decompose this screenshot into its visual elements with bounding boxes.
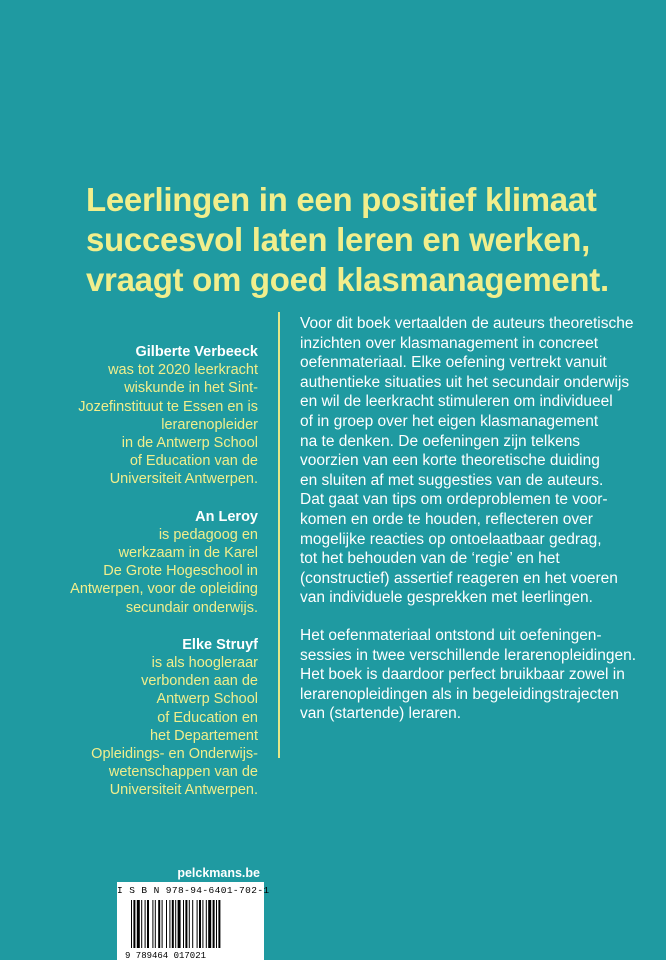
blurb-line: Voor dit boek vertaalden de auteurs theoretische: [300, 315, 634, 332]
barcode-bar: [216, 900, 217, 948]
barcode-bar: [162, 900, 163, 948]
author-bios: [8, 343, 258, 819]
blurb-line: tot het behouden van de ‘regie’ en het: [300, 550, 560, 568]
barcode-bar: [166, 900, 167, 948]
blurb-line: van (startende) leraren.: [300, 705, 462, 723]
blurb-line: komen en orde te houden, reflecteren over: [300, 510, 593, 528]
blurb-line: oefenmateriaal. Elke oefening vertrekt vanuit: [300, 354, 607, 372]
bio-line: wetenschappen van de: [108, 764, 258, 781]
blurb-line: sessies in twee verschillende lerarenopleidingen.: [300, 646, 637, 664]
blurb-text: [300, 314, 650, 742]
bio-line: wiskunde in het Sint-: [124, 380, 258, 397]
blurb-line: (constructief) assertief reageren en het voeren: [300, 569, 618, 587]
barcode-bar: [185, 900, 187, 948]
bio-line: is pedagoog en: [158, 526, 258, 543]
blurb-line: inzichten over klasmanagement in concreet: [300, 334, 599, 352]
barcode-bar: [145, 900, 146, 948]
bio-line: Antwerpen, voor de opleiding: [70, 581, 258, 598]
author-bio-text: [8, 361, 258, 488]
barcode-bar: [206, 900, 207, 948]
barcode-bar: [147, 900, 149, 948]
barcode-bar: [172, 900, 174, 948]
barcode-bar: [131, 900, 132, 948]
bio-line: lerarenopleider: [161, 416, 258, 433]
barcode-bar: [137, 900, 140, 948]
headline: [86, 180, 646, 300]
barcode-bar: [158, 900, 160, 948]
bio-line: in de Antwerp School: [121, 435, 258, 452]
barcode-bar: [178, 900, 181, 948]
headline-line: succesvol laten leren en werken,: [86, 221, 590, 258]
barcode-bar: [208, 900, 211, 948]
bio-line: verbonden aan de: [141, 673, 258, 690]
blurb-line: Het oefenmateriaal ontstond uit oefeningen-: [300, 626, 602, 644]
bio-line: secundair onderwijs.: [125, 599, 258, 616]
bio-line: was tot 2020 leerkracht: [108, 362, 258, 379]
headline-line: Leerlingen in een positief klimaat: [86, 181, 597, 218]
blurb-paragraph: [300, 314, 650, 608]
author-bio-text: [8, 654, 258, 800]
blurb-line: Het boek is daardoor perfect bruikbaar zowel in: [300, 666, 625, 684]
barcode-bar: [189, 900, 190, 948]
bio-line: Universiteit Antwerpen.: [109, 471, 258, 488]
barcode-bar: [213, 900, 215, 948]
blurb-line: lerarenopleidingen als in begeleidingstrajecten: [300, 685, 619, 703]
blurb-line: en sluiten af met suggesties van de auteurs.: [300, 471, 604, 489]
blurb-line: en wil de leerkracht stimuleren om individueel: [300, 393, 613, 411]
bio-line: werkzaam in de Karel: [118, 545, 258, 562]
barcode-bar: [202, 900, 203, 948]
bio-line: Antwerp School: [156, 691, 258, 708]
column-divider: [278, 312, 280, 758]
barcode-bar: [197, 900, 198, 948]
bio-line: Opleidings- en Onderwijs-: [91, 746, 258, 763]
blurb-paragraph: [300, 626, 650, 724]
blurb-line: authentieke situaties uit het secundair onderwijs: [300, 373, 630, 391]
headline-line: vraagt om goed klasmanagement.: [86, 261, 609, 298]
barcode: [117, 882, 270, 960]
bio-line: het Departement: [149, 727, 258, 744]
author-bio-block: [8, 636, 258, 800]
blurb-line: Dat gaat van tips om ordeproblemen te voor-: [300, 491, 608, 509]
bio-line: Jozefinstituut te Essen en is: [78, 398, 258, 415]
bio-line: De Grote Hogeschool in: [103, 563, 258, 580]
bio-line: is als hoogleraar: [151, 655, 258, 672]
author-name: Gilberte Verbeeck: [135, 344, 258, 360]
barcode-bar: [169, 900, 170, 948]
barcode-bar: [133, 900, 135, 948]
barcode-bar: [192, 900, 193, 948]
isbn-label: I S B N 978-94-6401-702-1: [117, 885, 270, 896]
blurb-line: mogelijke reacties op ontoelaatbaar gedrag,: [300, 530, 602, 548]
barcode-bar: [141, 900, 142, 948]
bio-line: of Education en: [157, 709, 258, 726]
barcode-bar: [218, 900, 220, 948]
bio-line: of Education van de: [129, 453, 258, 470]
barcode-bar: [199, 900, 201, 948]
author-name: An Leroy: [195, 508, 258, 525]
author-bio-block: [8, 343, 258, 489]
author-name: Elke Struyf: [182, 636, 258, 653]
blurb-line: voorzien van een korte theoretische duiding: [300, 452, 600, 470]
blurb-line: na te denken. De oefeningen zijn telkens: [300, 432, 581, 450]
barcode-bar: [152, 900, 153, 948]
barcode-bar: [175, 900, 176, 948]
barcode-digits: 9 789464 017021: [125, 951, 207, 960]
author-bio-block: [8, 508, 258, 617]
author-bio-text: [8, 526, 258, 617]
blurb-line: van individuele gesprekken met leerlingen.: [300, 589, 593, 607]
publisher-url: pelckmans.be: [177, 866, 260, 880]
bio-line: Universiteit Antwerpen.: [109, 782, 258, 799]
barcode-bar: [183, 900, 184, 948]
blurb-line: of in groep over het eigen klasmanagement: [300, 412, 599, 430]
barcode-bar: [155, 900, 156, 948]
barcode-bars: [125, 900, 256, 960]
